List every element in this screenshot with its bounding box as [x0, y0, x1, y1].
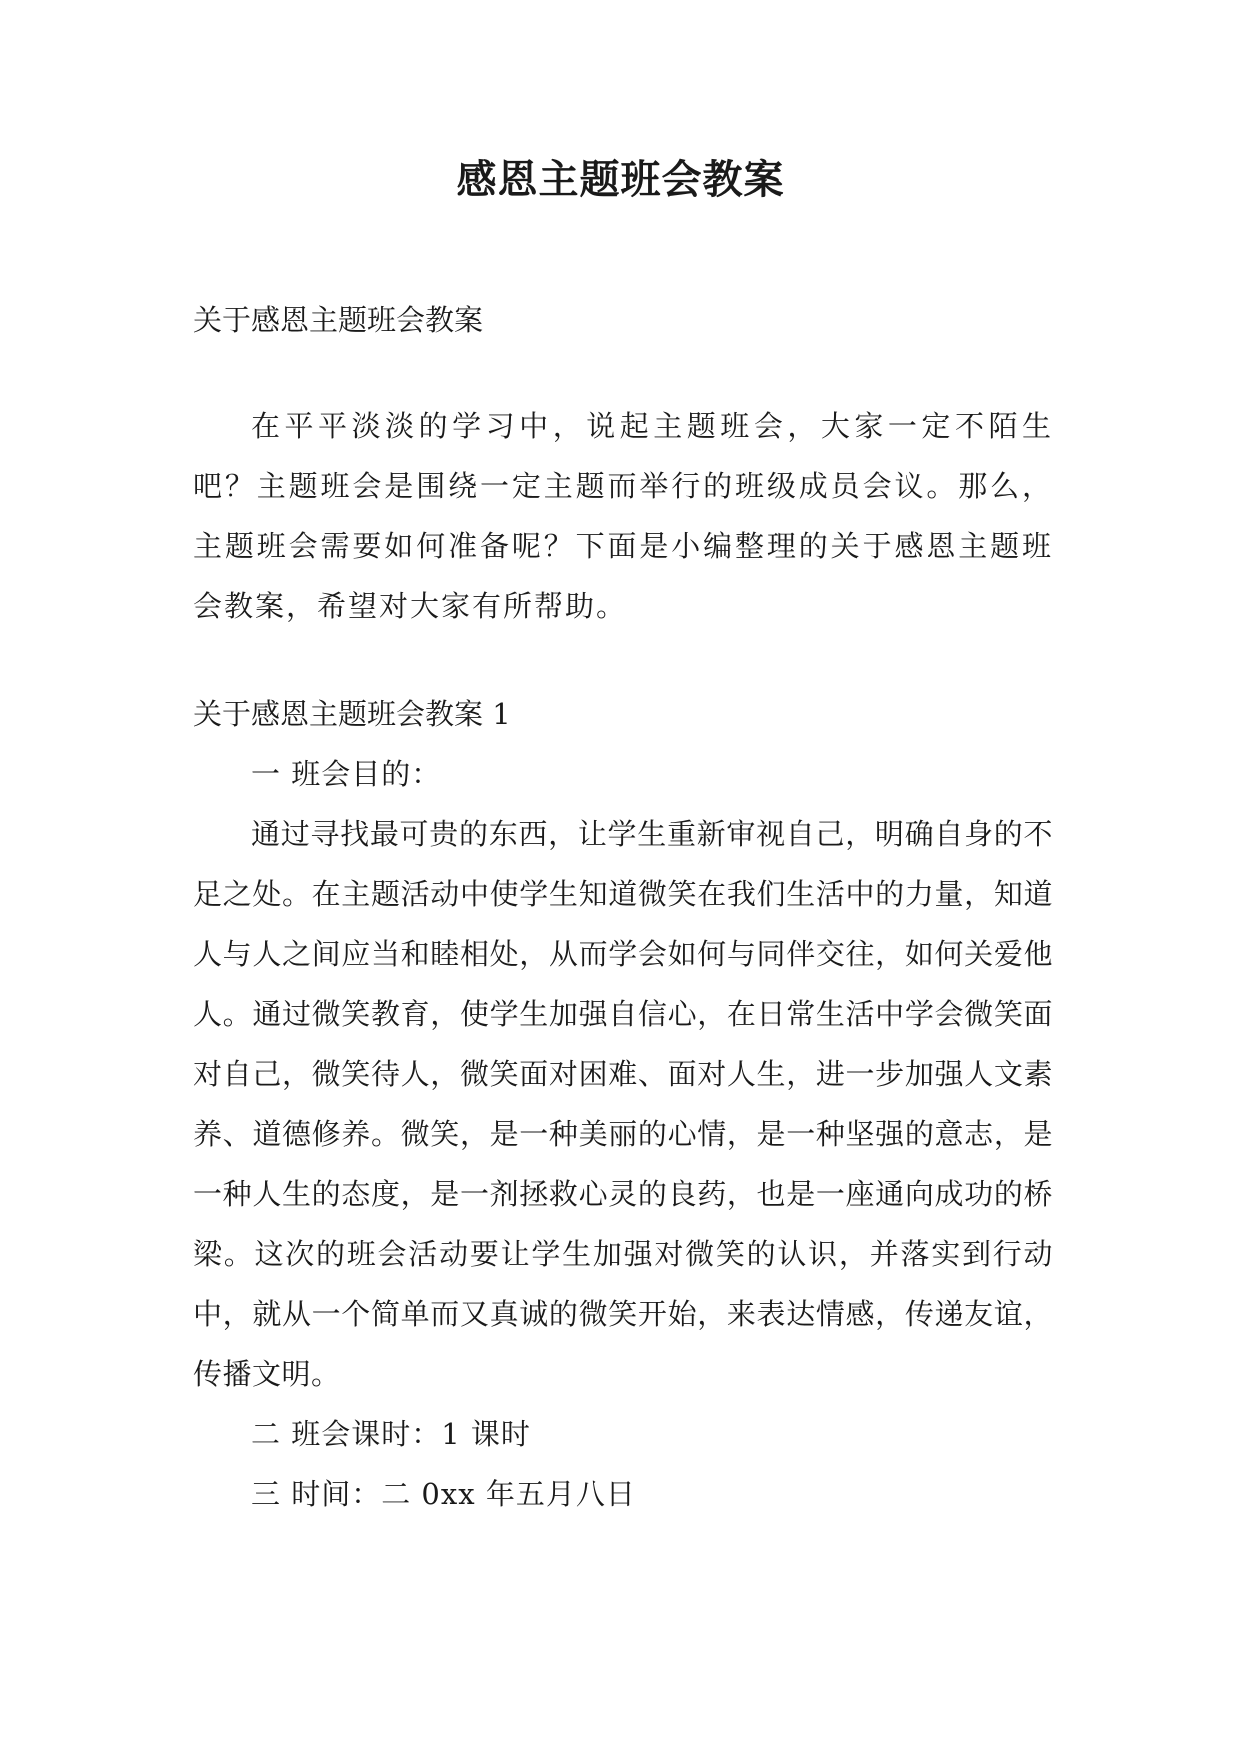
intro-paragraph: 在平平淡淡的学习中，说起主题班会，大家一定不陌生吧？主题班会是围绕一定主题而举行的班级成员会议。那么，主题班会需要如何准备呢？下面是小编整理的关于感恩主题班会教案，希望对大家有所帮助。	[193, 409, 1053, 623]
item-1-heading: 一 班会目的：	[251, 757, 442, 791]
document-subtitle: 关于感恩主题班会教案	[193, 303, 484, 337]
item-2-class-hours: 二 班会课时：1 课时	[251, 1417, 531, 1451]
item-3-date: 三 时间：二 0xx 年五月八日	[251, 1477, 636, 1511]
document-title: 感恩主题班会教案	[456, 157, 785, 203]
document-body	[193, 290, 1053, 1524]
section-heading: 关于感恩主题班会教案 1	[193, 697, 511, 731]
item-1-body: 通过寻找最可贵的东西，让学生重新审视自己，明确自身的不足之处。在主题活动中使学生知道微笑在我们生活中的力量，知道人与人之间应当和睦相处，从而学会如何与同伴交往，如何关爱他人。通过微笑教育，使学生加强自信心，在日常生活中学会微笑面对自己，微笑待人，微笑面对困难、面对人生，进一步加强人文素养、道德修养。微笑，是一种美丽的心情，是一种坚强的意志，是一种人生的态度，是一剂拯救心灵的良药，也是一座通向成功的桥梁。这次的班会活动要让学生加强对微笑的认识，并落实到行动中，就从一个简单而又真诚的微笑开始，来表达情感，传递友谊，传播文明。	[193, 817, 1053, 1391]
